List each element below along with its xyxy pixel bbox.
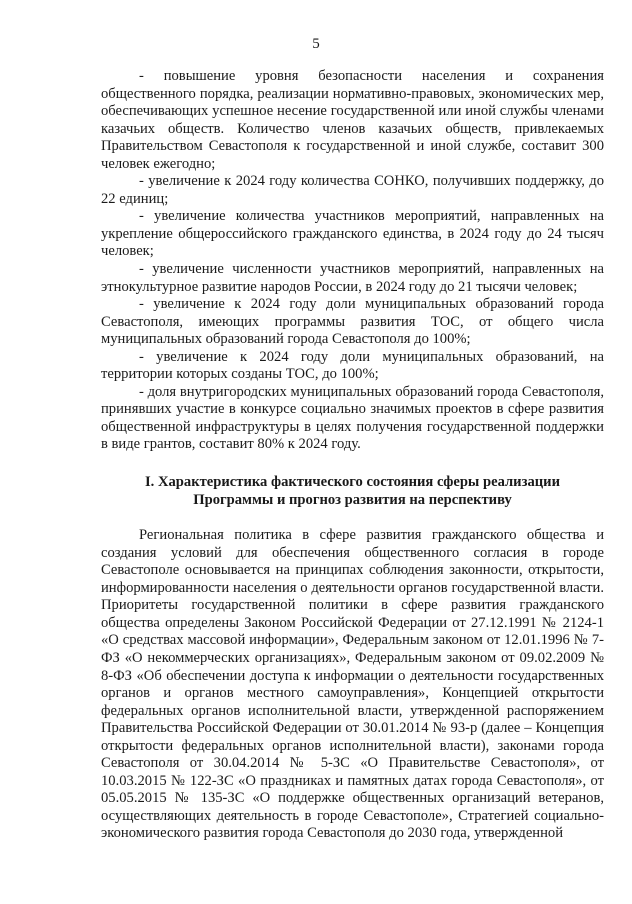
list-item-tos-programs: - увеличение к 2024 году доли муниципальных образований города Севастополя, имеющих программы развития ТОС, от общего числа муниципальных образований города Севастополя до 100%;	[101, 296, 604, 348]
list-item-tos-created: - увеличение к 2024 году доли муниципальных образований, на территории которых созданы ТОС, до 100%;	[101, 348, 604, 383]
section-paragraph: Региональная политика в сфере развития гражданского общества и создания условий для обеспечения общественного согласия в городе Севастополе основывается на принципах соблюдения законности, открытости, информированности населения о деятельности органов государственной власти. Приоритеты государственной политики в сфере развития гражданского общества определены Законом Российской Федерации от 27.12.1991 № 2124-1 «О средствах массовой информации», Федеральным законом от 12.01.1996 № 7-ФЗ «О некоммерческих организациях», Федеральным законом от 09.02.2009 № 8-ФЗ «Об обеспечении доступа к информации о деятельности государственных органов и органов местного самоуправления», Концепцией открытости федеральных органов исполнительной власти, утвержденной распоряжением Правительства Российской Федерации от 30.01.2014 № 93-р (далее – Концепция открытости федеральных органов исполнительной власти), законами города Севастополя от 30.04.2014 № 5-ЗС «О Правительстве Севастополя», от 10.03.2015 № 122-ЗС «О праздниках и памятных датах города Севастополя», от 05.05.2015 № 135-ЗС «О поддержке общественных организаций ветеранов, осуществляющих деятельность в городе Севастополе», Стратегией социально-экономического развития города Севастополя до 2030 года, утвержденной	[101, 527, 604, 842]
section-heading-line-2: Программы и прогноз развития на перспективу	[193, 491, 512, 508]
section-heading	[101, 474, 604, 509]
section-heading-line-1: I. Характеристика фактического состояния сферы реализации	[145, 474, 560, 491]
list-item-grants: - доля внутригородских муниципальных образований города Севастополя, принявших участие в конкурсе социально значимых проектов в сфере развития общественной инфраструктуры в целях получения государственной поддержки в виде грантов, составит 80% к 2024 году.	[101, 383, 604, 453]
list-item-sonko: - увеличение к 2024 году количества СОНКО, получивших поддержку, до 22 единиц;	[101, 173, 604, 207]
page-number: 5	[312, 36, 320, 52]
list-item-ethnocultural: - увеличение численности участников мероприятий, направленных на этнокультурное развитие народов России, в 2024 году до 21 тысячи человек;	[101, 261, 604, 295]
list-item-security: - повышение уровня безопасности населения и сохранения общественного порядка, реализации нормативно-правовых, экономических мер, обеспечивающих успешное несение государственной или иной службы членами казачьих обществ. Количество членов казачьих обществ, привлекаемых Правительством Севастополя к государственной и иной службе, составит 300 человек ежегодно;	[101, 68, 604, 172]
document-body	[101, 68, 604, 843]
list-item-civic-unity: - увеличение количества участников мероприятий, направленных на укрепление общероссийского гражданского единства, в 2024 году до 24 тысяч человек;	[101, 208, 604, 260]
